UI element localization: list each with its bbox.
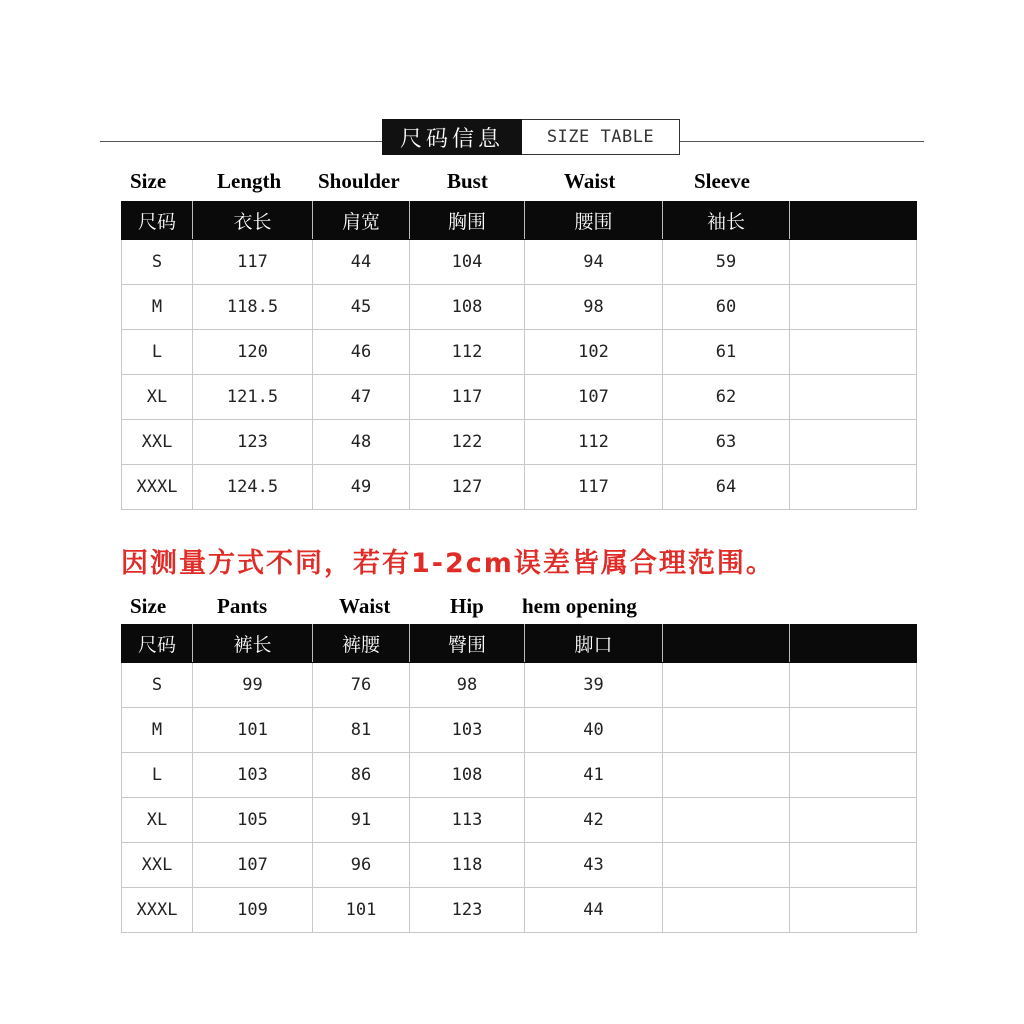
cn-header-cell: [790, 202, 917, 240]
table-cell: 61: [663, 330, 790, 375]
table-cell: 103: [410, 708, 525, 753]
cn-header-cell: 衣长: [193, 202, 313, 240]
size-table-banner: [382, 119, 680, 155]
cn-header-cell: 袖长: [663, 202, 790, 240]
table-cell: [790, 843, 917, 888]
table-cell: [790, 285, 917, 330]
measurement-note: 因测量方式不同，若有1-2cm误差皆属合理范围。: [121, 548, 775, 579]
table-cell: 98: [525, 285, 663, 330]
table-cell: 62: [663, 375, 790, 420]
table-cell: 40: [525, 708, 663, 753]
table-cell: L: [122, 330, 193, 375]
table-cell: 123: [410, 888, 525, 933]
table-row: [122, 888, 917, 933]
table-cell: 120: [193, 330, 313, 375]
table-cell: 117: [525, 465, 663, 510]
cn-header-cell: 尺码: [122, 202, 193, 240]
banner-title-cn: 尺码信息: [382, 119, 522, 155]
table-cell: 108: [410, 285, 525, 330]
table-cell: 47: [313, 375, 410, 420]
table-cell: XXXL: [122, 888, 193, 933]
table-cell: [790, 888, 917, 933]
bottom-english-headers: [0, 591, 1024, 621]
en-header-bust: Bust: [447, 169, 488, 193]
table-cell: 117: [193, 240, 313, 285]
table-cell: XXL: [122, 843, 193, 888]
table-cell: [790, 708, 917, 753]
table-cell: XXL: [122, 420, 193, 465]
table-cell: [790, 465, 917, 510]
top-cn-header-row: [122, 202, 917, 240]
table-cell: 101: [193, 708, 313, 753]
table-row: [122, 798, 917, 843]
table-cell: [790, 420, 917, 465]
table-row: [122, 753, 917, 798]
en-header-shoulder: Shoulder: [318, 169, 400, 193]
cn-header-cell: 胸围: [410, 202, 525, 240]
en-header-size: Size: [130, 594, 167, 618]
table-cell: 60: [663, 285, 790, 330]
table-cell: 46: [313, 330, 410, 375]
en-header-pants: Pants: [217, 594, 268, 618]
table-cell: 44: [525, 888, 663, 933]
divider-right: [680, 141, 924, 142]
table-cell: [663, 798, 790, 843]
table-cell: 127: [410, 465, 525, 510]
table-row: [122, 708, 917, 753]
table-cell: 91: [313, 798, 410, 843]
en-header-length: Length: [217, 169, 282, 193]
table-row: [122, 843, 917, 888]
table-cell: 124.5: [193, 465, 313, 510]
table-cell: 44: [313, 240, 410, 285]
table-cell: 104: [410, 240, 525, 285]
table-cell: 99: [193, 663, 313, 708]
table-cell: 118: [410, 843, 525, 888]
table-cell: 101: [313, 888, 410, 933]
table-cell: M: [122, 285, 193, 330]
en-header-hem-opening: hem opening: [522, 594, 637, 618]
table-cell: 112: [525, 420, 663, 465]
cn-header-cell: 腰围: [525, 202, 663, 240]
table-row: [122, 663, 917, 708]
bottom-cn-header-row: [122, 625, 917, 663]
top-english-headers: [0, 166, 1024, 196]
table-cell: 103: [193, 753, 313, 798]
table-cell: XL: [122, 375, 193, 420]
table-cell: [663, 888, 790, 933]
table-row: [122, 285, 917, 330]
table-cell: [790, 330, 917, 375]
table-cell: [790, 375, 917, 420]
table-cell: S: [122, 240, 193, 285]
table-cell: 86: [313, 753, 410, 798]
banner-title-en: SIZE TABLE: [522, 119, 680, 155]
table-cell: XL: [122, 798, 193, 843]
table-cell: 109: [193, 888, 313, 933]
cn-header-cell: 裤腰: [313, 625, 410, 663]
table-cell: 121.5: [193, 375, 313, 420]
table-cell: 76: [313, 663, 410, 708]
table-cell: 63: [663, 420, 790, 465]
en-header-hip: Hip: [450, 594, 484, 618]
table-cell: 48: [313, 420, 410, 465]
table-cell: [790, 753, 917, 798]
cn-header-cell: [663, 625, 790, 663]
table-cell: 117: [410, 375, 525, 420]
table-cell: [790, 240, 917, 285]
cn-header-cell: 臀围: [410, 625, 525, 663]
table-cell: 42: [525, 798, 663, 843]
cn-header-cell: [790, 625, 917, 663]
table-row: [122, 330, 917, 375]
en-header-waist: Waist: [339, 594, 391, 618]
table-row: [122, 240, 917, 285]
table-cell: 102: [525, 330, 663, 375]
table-cell: 39: [525, 663, 663, 708]
table-row: [122, 375, 917, 420]
divider-left: [100, 141, 382, 142]
table-row: [122, 420, 917, 465]
table-cell: 108: [410, 753, 525, 798]
table-cell: 123: [193, 420, 313, 465]
table-cell: 94: [525, 240, 663, 285]
table-cell: [663, 663, 790, 708]
table-cell: 122: [410, 420, 525, 465]
cn-header-cell: 尺码: [122, 625, 193, 663]
table-cell: 45: [313, 285, 410, 330]
table-cell: 105: [193, 798, 313, 843]
table-cell: [790, 798, 917, 843]
table-cell: XXXL: [122, 465, 193, 510]
table-cell: 64: [663, 465, 790, 510]
table-cell: [790, 663, 917, 708]
table-cell: 49: [313, 465, 410, 510]
cn-header-cell: 肩宽: [313, 202, 410, 240]
table-cell: 112: [410, 330, 525, 375]
cn-header-cell: 脚口: [525, 625, 663, 663]
table-cell: L: [122, 753, 193, 798]
table-cell: 59: [663, 240, 790, 285]
table-cell: 113: [410, 798, 525, 843]
table-cell: [663, 753, 790, 798]
top-size-table: [121, 201, 917, 510]
table-cell: [663, 708, 790, 753]
table-cell: 43: [525, 843, 663, 888]
en-header-size: Size: [130, 169, 167, 193]
bottom-size-table: [121, 624, 917, 933]
cn-header-cell: 裤长: [193, 625, 313, 663]
table-row: [122, 465, 917, 510]
table-cell: [663, 843, 790, 888]
table-cell: S: [122, 663, 193, 708]
table-cell: M: [122, 708, 193, 753]
table-cell: 96: [313, 843, 410, 888]
table-cell: 98: [410, 663, 525, 708]
en-header-sleeve: Sleeve: [694, 169, 750, 193]
en-header-waist: Waist: [564, 169, 616, 193]
table-cell: 118.5: [193, 285, 313, 330]
table-cell: 81: [313, 708, 410, 753]
table-cell: 107: [193, 843, 313, 888]
table-cell: 41: [525, 753, 663, 798]
table-cell: 107: [525, 375, 663, 420]
